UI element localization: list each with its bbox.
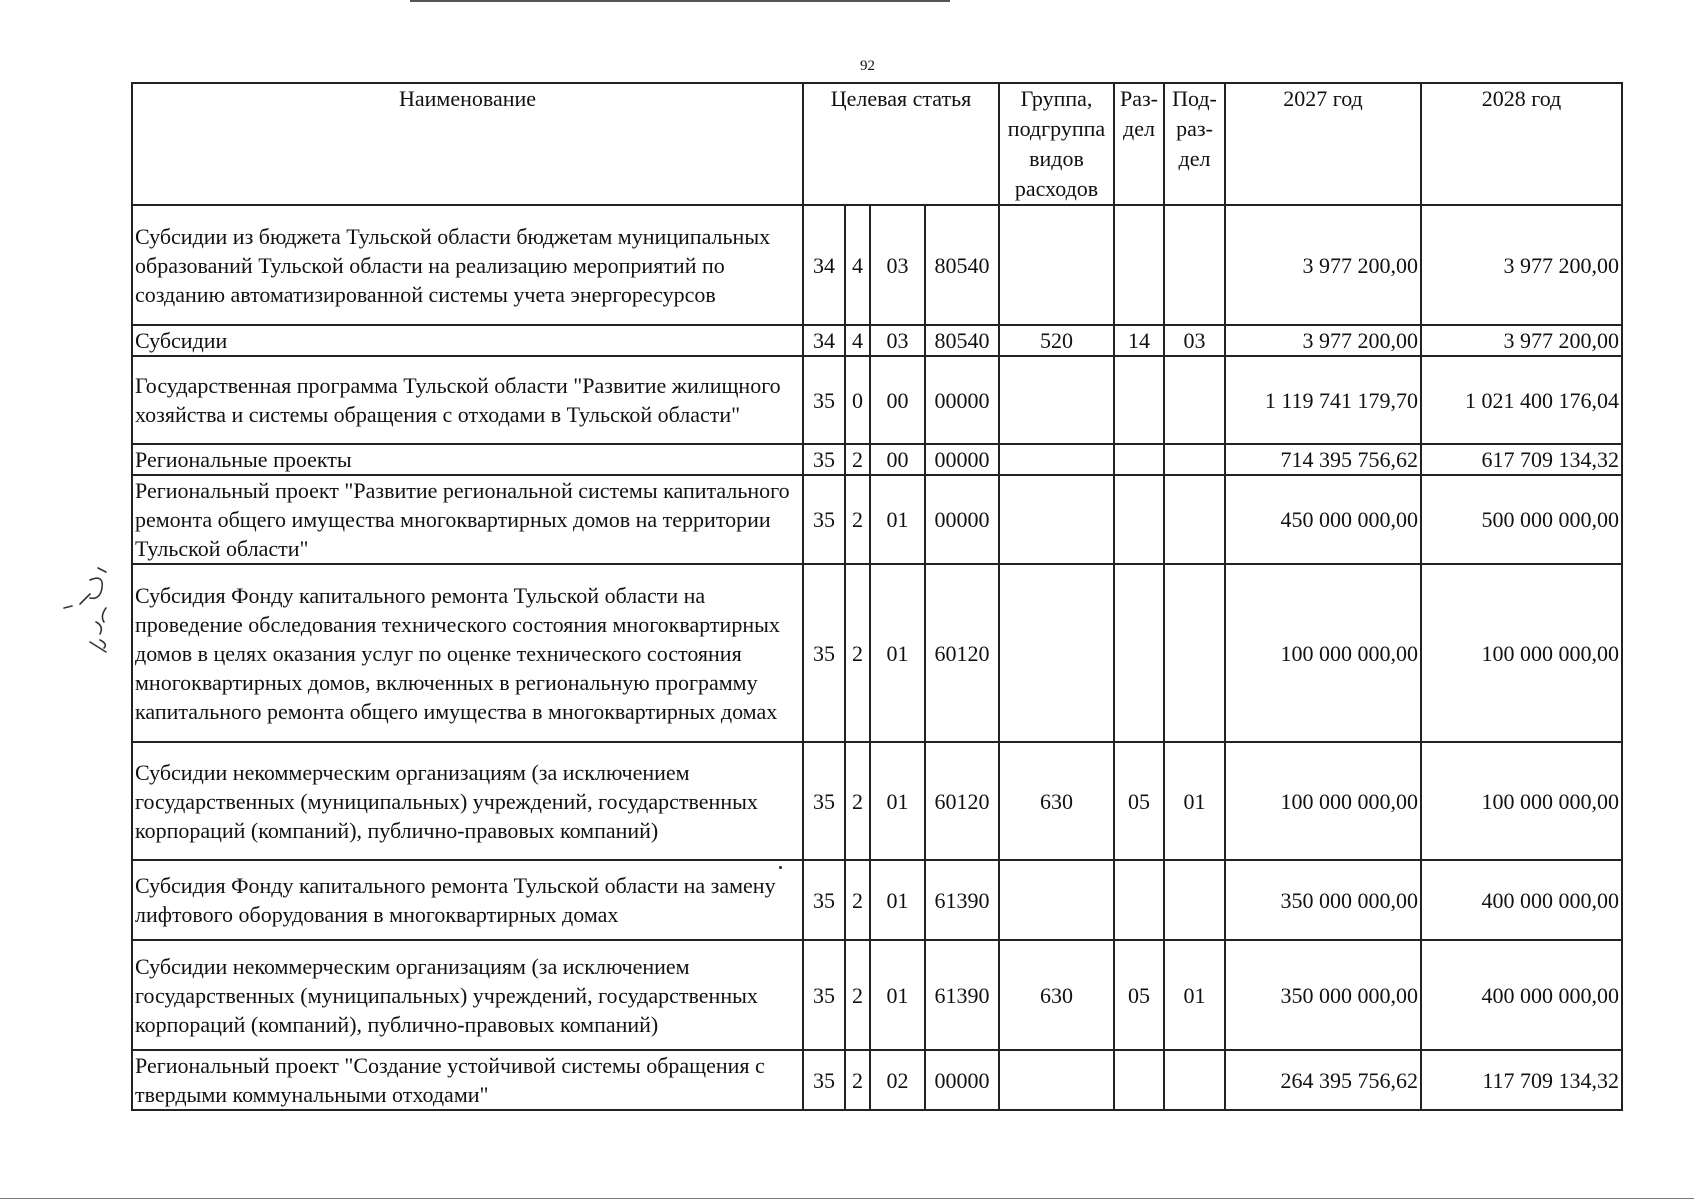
row-name: Субсидии из бюджета Тульской области бюджетам муниципальных образований Тульской области на реализацию мероприятий по созданию автоматизированной системы учета энергоресурсов [132,205,803,325]
target-article-program: 34 [803,205,845,325]
section [1114,356,1164,444]
target-article-type: 0 [845,356,870,444]
target-article-subprogram: 00 [870,444,925,475]
row-name: Субсидия Фонду капитального ремонта Тульской области на замену лифтового оборудования в многоквартирных домах [132,860,803,940]
subsection [1164,860,1225,940]
speck [779,866,782,869]
section [1114,205,1164,325]
amount-2028: 100 000 000,00 [1421,742,1622,860]
target-article-subprogram: 00 [870,356,925,444]
amount-2027: 3 977 200,00 [1225,205,1421,325]
subsection: 01 [1164,940,1225,1050]
target-article-program: 35 [803,564,845,742]
section [1114,475,1164,564]
top-rule [410,0,950,2]
target-article-program: 35 [803,1050,845,1110]
row-name: Государственная программа Тульской области "Развитие жилищного хозяйства и системы обращения с отходами в Тульской области" [132,356,803,444]
target-article-program: 34 [803,325,845,356]
target-article-direction: 00000 [925,356,999,444]
subsection: 03 [1164,325,1225,356]
target-article-type: 2 [845,742,870,860]
header-row [132,83,1622,205]
table-row [132,1050,1622,1110]
amount-2027: 714 395 756,62 [1225,444,1421,475]
handwritten-mark [60,560,120,660]
table-row [132,475,1622,564]
target-article-direction: 61390 [925,940,999,1050]
expense-group [999,1050,1114,1110]
header-group: Группа, подгруппа видов расходов [999,83,1114,205]
subsection [1164,356,1225,444]
amount-2028: 500 000 000,00 [1421,475,1622,564]
row-name: Региональные проекты [132,444,803,475]
target-article-direction: 80540 [925,325,999,356]
bottom-rule [0,1198,1694,1199]
target-article-subprogram: 03 [870,325,925,356]
target-article-program: 35 [803,742,845,860]
target-article-type: 2 [845,1050,870,1110]
target-article-program: 35 [803,444,845,475]
expense-group [999,860,1114,940]
table-row [132,325,1622,356]
expense-group [999,564,1114,742]
target-article-subprogram: 01 [870,742,925,860]
row-name: Субсидии некоммерческим организациям (за исключением государственных (муниципальных) учреждений, государственных корпораций (компаний), публично-правовых компаний) [132,742,803,860]
table-row [132,205,1622,325]
header-section: Раз- дел [1114,83,1164,205]
section [1114,860,1164,940]
amount-2027: 3 977 200,00 [1225,325,1421,356]
subsection [1164,444,1225,475]
target-article-type: 2 [845,444,870,475]
header-year-2027: 2027 год [1225,83,1421,205]
expense-group [999,356,1114,444]
row-name: Субсидия Фонду капитального ремонта Тульской области на проведение обследования технического состояния многоквартирных домов в целях оказания услуг по оценке технического состояния многоквартирных домов, включенных в региональную программу капитального ремонта общего имущества в многоквартирных домах [132,564,803,742]
amount-2028: 400 000 000,00 [1421,940,1622,1050]
target-article-subprogram: 01 [870,860,925,940]
table-body [132,205,1622,1110]
amount-2027: 350 000 000,00 [1225,940,1421,1050]
target-article-direction: 00000 [925,1050,999,1110]
target-article-program: 35 [803,475,845,564]
header-name: Наименование [132,83,803,205]
target-article-program: 35 [803,940,845,1050]
section: 05 [1114,940,1164,1050]
expense-group: 630 [999,742,1114,860]
amount-2027: 100 000 000,00 [1225,564,1421,742]
target-article-type: 4 [845,205,870,325]
header-target-article: Целевая статья [803,83,999,205]
target-article-type: 2 [845,860,870,940]
target-article-subprogram: 01 [870,475,925,564]
section [1114,444,1164,475]
expense-group [999,475,1114,564]
row-name: Региональный проект "Создание устойчивой системы обращения с твердыми коммунальными отходами" [132,1050,803,1110]
row-name: Региональный проект "Развитие региональной системы капитального ремонта общего имущества многоквартирных домов на территории Тульской области" [132,475,803,564]
amount-2028: 117 709 134,32 [1421,1050,1622,1110]
amount-2028: 100 000 000,00 [1421,564,1622,742]
table-row [132,742,1622,860]
target-article-direction: 00000 [925,444,999,475]
table-row [132,444,1622,475]
subsection [1164,564,1225,742]
target-article-type: 2 [845,564,870,742]
target-article-subprogram: 03 [870,205,925,325]
table-row [132,356,1622,444]
header-year-2028: 2028 год [1421,83,1622,205]
target-article-type: 2 [845,475,870,564]
expense-group [999,444,1114,475]
target-article-direction: 60120 [925,742,999,860]
page-number: 92 [860,58,875,74]
amount-2027: 100 000 000,00 [1225,742,1421,860]
target-article-direction: 80540 [925,205,999,325]
header-subsection: Под- раз- дел [1164,83,1225,205]
amount-2027: 1 119 741 179,70 [1225,356,1421,444]
amount-2027: 264 395 756,62 [1225,1050,1421,1110]
subsection [1164,475,1225,564]
budget-table [131,82,1623,1111]
target-article-direction: 60120 [925,564,999,742]
amount-2028: 617 709 134,32 [1421,444,1622,475]
target-article-program: 35 [803,356,845,444]
target-article-program: 35 [803,860,845,940]
section: 14 [1114,325,1164,356]
amount-2027: 350 000 000,00 [1225,860,1421,940]
target-article-subprogram: 02 [870,1050,925,1110]
target-article-direction: 61390 [925,860,999,940]
section [1114,1050,1164,1110]
amount-2028: 3 977 200,00 [1421,325,1622,356]
target-article-subprogram: 01 [870,940,925,1050]
row-name: Субсидии некоммерческим организациям (за исключением государственных (муниципальных) учреждений, государственных корпораций (компаний), публично-правовых компаний) [132,940,803,1050]
subsection: 01 [1164,742,1225,860]
amount-2028: 400 000 000,00 [1421,860,1622,940]
expense-group: 630 [999,940,1114,1050]
target-article-direction: 00000 [925,475,999,564]
subsection [1164,205,1225,325]
target-article-type: 2 [845,940,870,1050]
target-article-type: 4 [845,325,870,356]
table-row [132,860,1622,940]
expense-group: 520 [999,325,1114,356]
row-name: Субсидии [132,325,803,356]
amount-2027: 450 000 000,00 [1225,475,1421,564]
subsection [1164,1050,1225,1110]
amount-2028: 1 021 400 176,04 [1421,356,1622,444]
table-row [132,940,1622,1050]
amount-2028: 3 977 200,00 [1421,205,1622,325]
section [1114,564,1164,742]
expense-group [999,205,1114,325]
section: 05 [1114,742,1164,860]
table-row [132,564,1622,742]
target-article-subprogram: 01 [870,564,925,742]
